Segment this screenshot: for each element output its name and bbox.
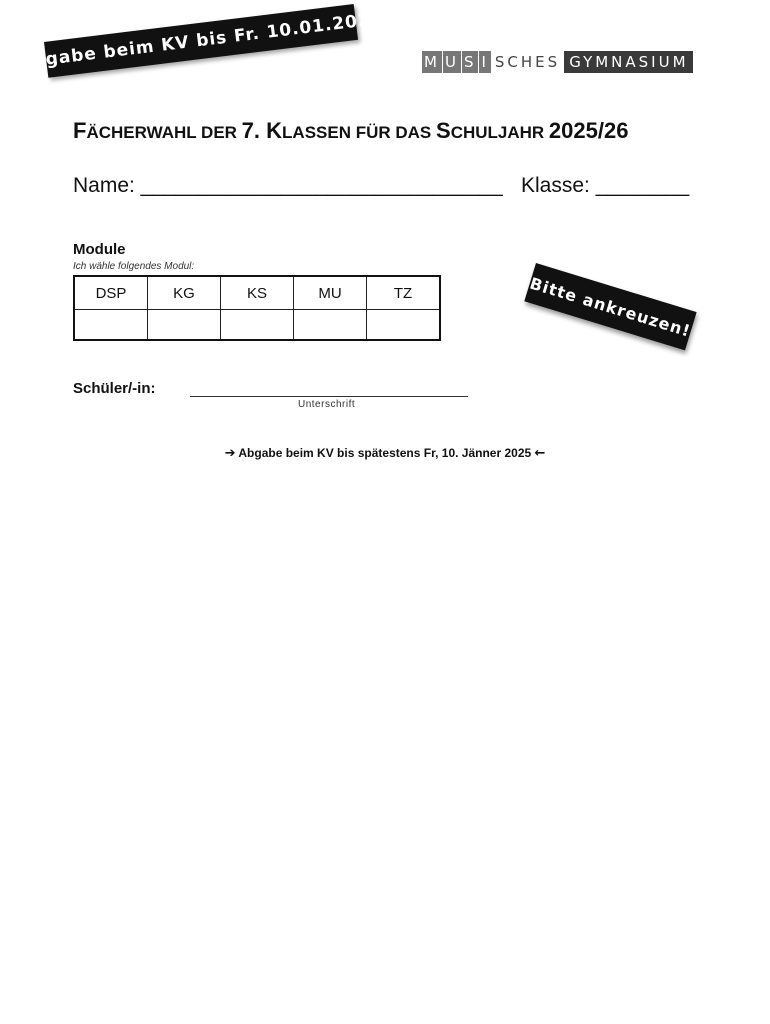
- checkbox-tz[interactable]: [367, 310, 441, 341]
- arrow-right-icon: ➔: [224, 446, 236, 461]
- signature-line[interactable]: [190, 396, 468, 397]
- logo-letter: S: [462, 51, 480, 73]
- deadline-banner: [17, 4, 385, 78]
- title-part: CHULJAHR: [450, 123, 549, 142]
- klasse-field[interactable]: Klasse: ________: [521, 174, 690, 197]
- logo-letter: U: [443, 51, 462, 73]
- logo-letter: M: [422, 51, 443, 73]
- module-option-tz: TZ: [367, 276, 441, 310]
- logo-right: GYMNASIUM: [564, 51, 692, 73]
- logo-middle: SCHES: [494, 53, 561, 71]
- title-part: ÄCHERWAHL DER: [86, 123, 242, 142]
- module-header-row: [74, 276, 440, 310]
- signature-caption: Unterschrift: [298, 399, 356, 410]
- checkbox-mu[interactable]: [294, 310, 367, 341]
- deadline-text: Abgabe beim KV bis spätestens Fr, 10. Jänner 2025: [238, 446, 532, 460]
- module-option-dsp: DSP: [74, 276, 148, 310]
- title-part: 7. K: [241, 118, 283, 143]
- deadline-banner-text: Abgabe beim KV bis Fr. 10.01.2025: [17, 8, 385, 74]
- title-part: LASSEN FÜR DAS: [282, 123, 436, 142]
- module-checkbox-row: [74, 310, 440, 341]
- tick-instruction-stamp: [524, 263, 696, 350]
- module-option-mu: MU: [294, 276, 367, 310]
- stamp-text: Bitte ankreuzen!: [527, 273, 694, 341]
- module-subheading: Ich wähle folgendes Modul:: [73, 261, 195, 272]
- checkbox-ks[interactable]: [221, 310, 294, 341]
- title-part: S: [436, 118, 451, 143]
- title-part: F: [73, 118, 87, 143]
- module-option-kg: KG: [148, 276, 221, 310]
- deadline-note: [0, 446, 770, 461]
- module-heading: Module: [73, 241, 126, 258]
- title-part: 2025/26: [548, 118, 629, 143]
- module-option-ks: KS: [221, 276, 294, 310]
- arrow-left-icon: ←: [534, 446, 546, 461]
- student-label: Schüler/-in:: [73, 380, 156, 397]
- checkbox-dsp[interactable]: [74, 310, 148, 341]
- checkbox-kg[interactable]: [148, 310, 221, 341]
- module-table: [73, 275, 441, 341]
- name-field[interactable]: Name: _______________________________: [73, 174, 503, 197]
- page-title: [73, 118, 628, 144]
- logo-letter: I: [479, 51, 491, 73]
- school-logo: [422, 51, 693, 73]
